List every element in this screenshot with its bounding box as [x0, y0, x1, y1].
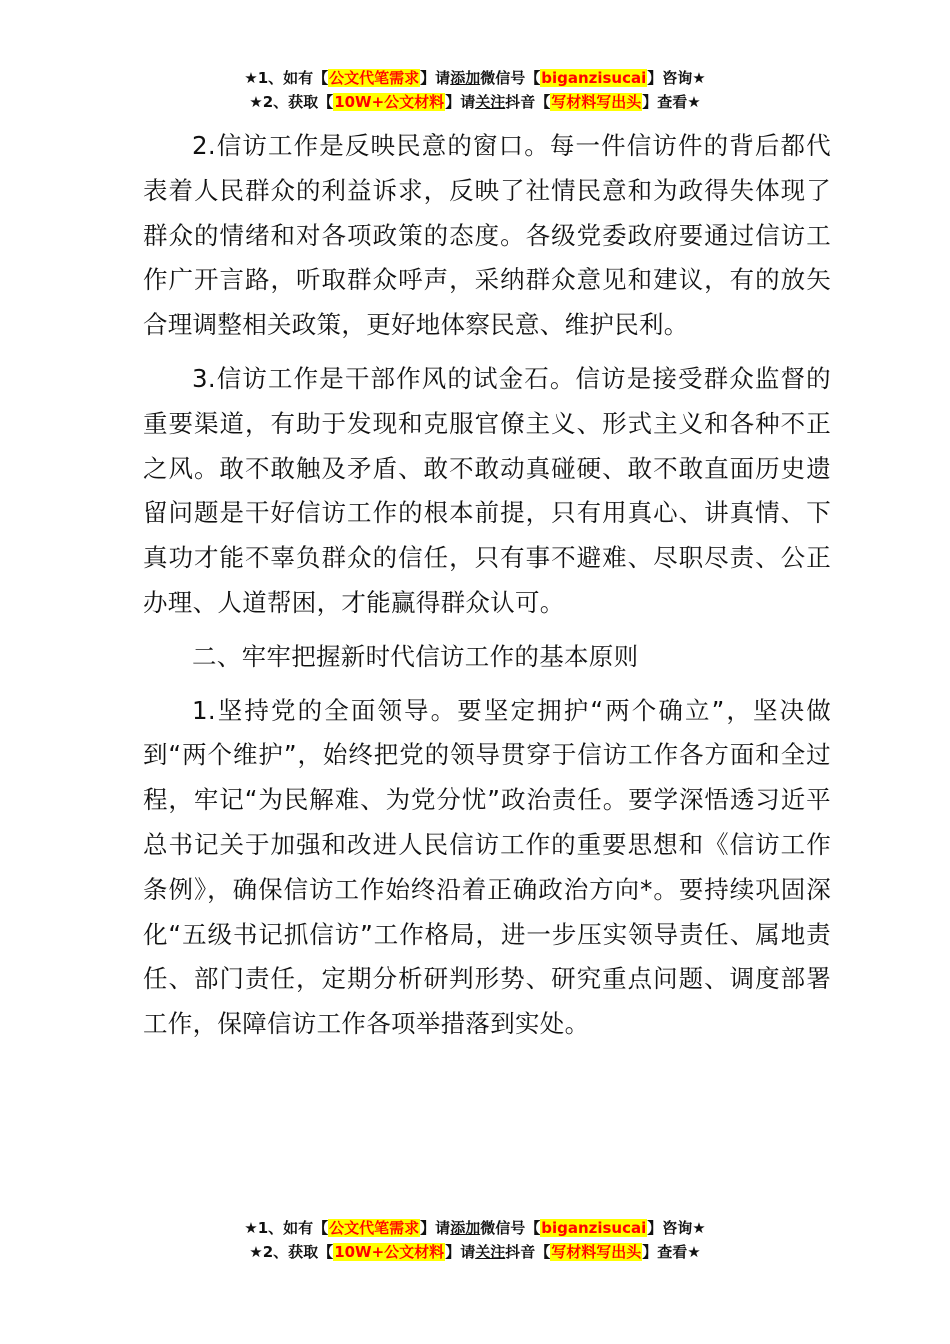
highlight-service: 公文代笔需求: [329, 1219, 420, 1237]
document-body: [143, 124, 831, 1047]
paragraph-window-of-public-opinion: 2.信访工作是反映民意的窗口。每一件信访件的背后都代表着人民群众的利益诉求，反映了社情民意和为政得失体现了群众的情绪和对各项政策的态度。各级党委政府要通过信访工作广开言路，听取群众呼声，采纳群众意见和建议，有的放矢合理调整相关政策，更好地体察民意、维护民利。: [143, 131, 831, 340]
highlight-wechat-id: biganzisucai: [541, 69, 647, 87]
paragraph-touchstone-of-cadre-style: 3.信访工作是干部作风的试金石。信访是接受群众监督的重要渠道，有助于发现和克服官僚主义、形式主义和各种不正之风。敢不敢触及矛盾、敢不敢动真碰硬、敢不敢直面历史遗留问题是干好信访工作的根本前提，只有用真心、讲真情、下真功才能不辜负群众的信任，只有事不避难、尽职尽责、公正办理、人道帮困，才能赢得群众认可。: [143, 363, 831, 617]
highlight-service: 公文代笔需求: [329, 69, 420, 87]
header-banner: [0, 66, 950, 114]
footer-line-1: ★1、如有【公文代笔需求】请添加微信号【biganzisucai】咨询★: [244, 1219, 706, 1237]
footer-line-2: ★2、获取【10W+公文材料】请关注抖音【写材料写出头】查看★: [249, 1243, 701, 1261]
highlight-wechat-id: biganzisucai: [541, 1219, 647, 1237]
highlight-douyin-account: 写材料写出头: [551, 1243, 642, 1261]
header-line-1: ★1、如有【公文代笔需求】请添加微信号【biganzisucai】咨询★: [244, 69, 706, 87]
highlight-materials: 10W+公文材料: [334, 93, 445, 111]
header-line-2: ★2、获取【10W+公文材料】请关注抖音【写材料写出头】查看★: [249, 93, 701, 111]
section-heading: 二、牢牢把握新时代信访工作的基本原则: [192, 641, 639, 671]
footer-banner: [0, 1216, 950, 1264]
highlight-materials: 10W+公文材料: [334, 1243, 445, 1261]
paragraph-party-leadership: 1.坚持党的全面领导。要坚定拥护“两个确立”，坚决做到“两个维护”，始终把党的领导贯穿于信访工作各方面和全过程，牢记“为民解难、为党分忧”政治责任。要学深悟透习近平总书记关于加强和改进人民信访工作的重要思想和《信访工作条例》，确保信访工作始终沿着正确政治方向*。要持续巩固深化“五级书记抓信访”工作格局，进一步压实领导责任、属地责任、部门责任，定期分析研判形势、研究重点问题、调度部署工作，保障信访工作各项举措落到实处。: [143, 695, 831, 1039]
highlight-douyin-account: 写材料写出头: [551, 93, 642, 111]
